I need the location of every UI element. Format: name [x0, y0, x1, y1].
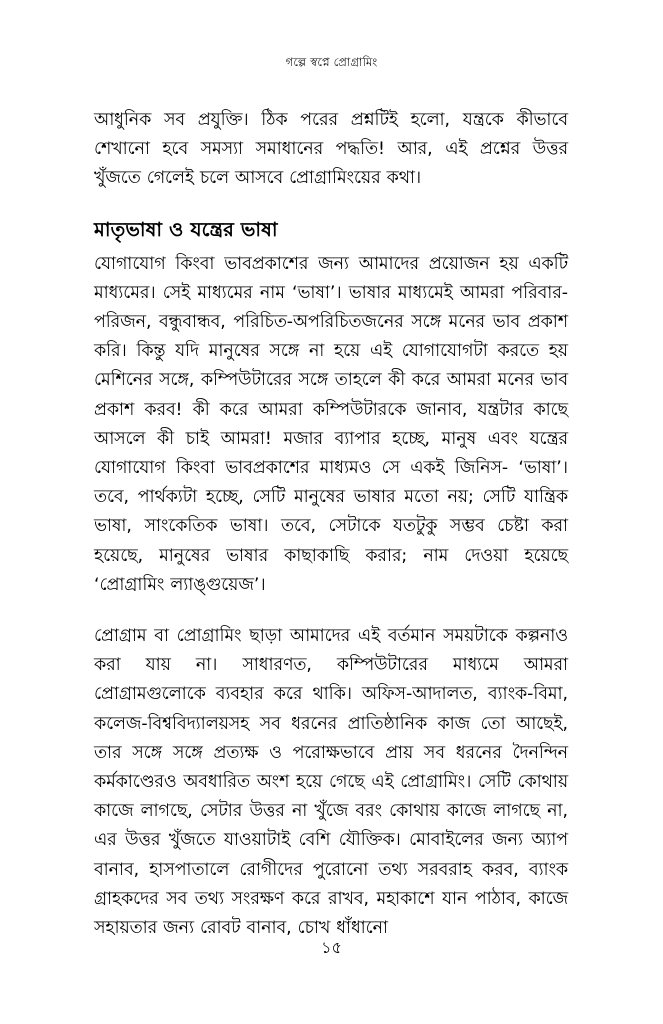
paragraph-programming-everywhere: প্রোগ্রাম বা প্রোগ্রামিং ছাড়া আমাদের এই বর্তমান সময়টাকে কল্পনাও করা যায় না। সাধারণত, কম্পিউটারের মাধ্যমে আমরা প্রোগ্রামগুলোকে ব্যবহার করে থাকি। অফিস-আদালত, ব্যাংক-বিমা, কলেজ-বিশ্ববিদ্যালয়সহ সব ধরনের প্রাতিষ্ঠানিক কাজ তো আছেই, তার সঙ্গে সঙ্গে প্রত্যক্ষ ও পরোক্ষভাবে প্রায় সব ধরনের দৈনন্দিন কর্মকাণ্ডেরও অবধারিত অংশ হয়ে গেছে এই প্রোগ্রামিং। সেটি কোথায় কাজে লাগছে, সেটার উত্তর না খুঁজে বরং কোথায় কাজে লাগছে না, এর উত্তর খুঁজতে যাওয়াটাই বেশি যৌক্তিক। মোবাইলের জন্য অ্যাপ বানাব, হাসপাতালে রোগীদের পুরোনো তথ্য সরবরাহ করব, ব্যাংক গ্রাহকদের সব তথ্য সংরক্ষণ করে রাখব, মহাকাশে যান পাঠাব, কাজে সহায়তার জন্য রোবট বানাব, চোখ ধাঁধানো	[94, 626, 568, 939]
paragraph-opening: আধুনিক সব প্রযুক্তি। ঠিক পরের প্রশ্নটিই হলো, যন্ত্রকে কীভাবে শেখানো হবে সমস্যা সমাধানের পদ্ধতি! আর, এই প্রশ্নের উত্তর খুঁজতে গেলেই চলে আসবে প্রোগ্রামিংয়ের কথা।	[94, 110, 568, 189]
section-heading: মাতৃভাষা ও যন্ত্রের ভাষা	[94, 217, 278, 241]
section-heading-block	[94, 216, 568, 244]
running-head: গল্পে স্বপ্নে প্রোগ্রামিং	[285, 55, 378, 69]
paragraph-language: যোগাযোগ কিংবা ভাবপ্রকাশের জন্য আমাদের প্রয়োজন হয় একটি মাধ্যমের। সেই মাধ্যমের নাম ‘ভাষা’। ভাষার মাধ্যমেই আমরা পরিবার-পরিজন, বন্ধুবান্ধব, পরিচিত-অপরিচিতজনের সঙ্গে মনের ভাব প্রকাশ করি। কিন্তু যদি মানুষের সঙ্গে না হয়ে এই যোগাযোগটা করতে হয় মেশিনের সঙ্গে, কম্পিউটারের সঙ্গে তাহলে কী করে আমরা মনের ভাব প্রকাশ করব! কী করে আমরা কম্পিউটারকে জানাব, যন্ত্রটার কাছে আসলে কী চাই আমরা! মজার ব্যাপার হচ্ছে, মানুষ এবং যন্ত্রের যোগাযোগ কিংবা ভাবপ্রকাশের মাধ্যমও সে একই জিনিস- ‘ভাষা’। তবে, পার্থক্যটা হচ্ছে, সেটি মানুষের ভাষার মতো নয়; সেটি যান্ত্রিক ভাষা, সাংকেতিক ভাষা। তবে, সেটাকে যতটুকু সম্ভব চেষ্টা করা হয়েছে, মানুষের ভাষার কাছাকাছি করার; নাম দেওয়া হয়েছে ‘প্রোগ্রামিং ল্যাঙ্গুয়েজ’।	[94, 253, 568, 595]
page-content	[94, 106, 568, 943]
page-number: ১৫	[321, 938, 342, 957]
